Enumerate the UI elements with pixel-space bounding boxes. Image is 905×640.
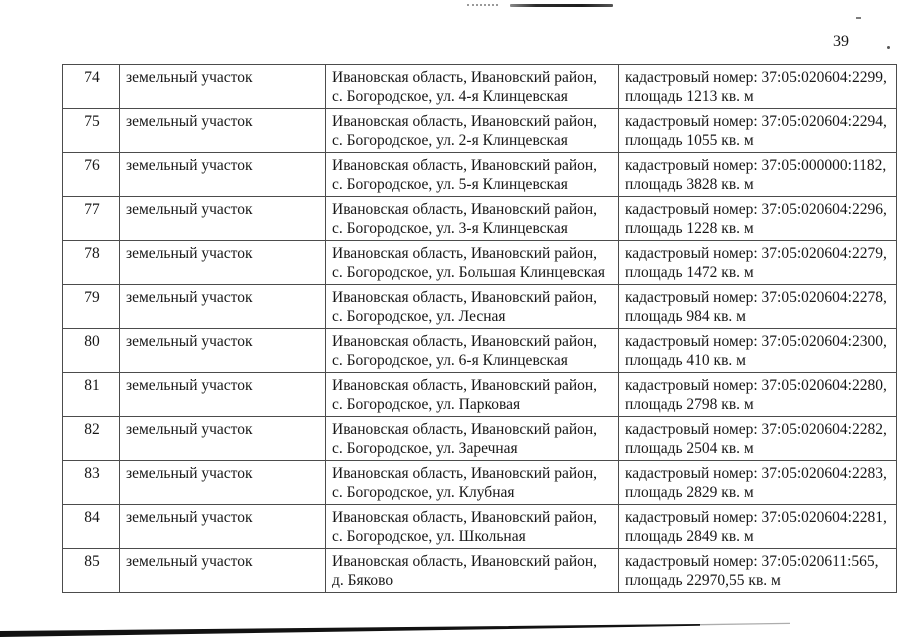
cadastral-cell-text: площадь 1228 кв. м [625,220,754,237]
location-cell-text: с. Богородское, ул. Заречная [332,440,518,457]
cadastral-cell-text: площадь 410 кв. м [625,352,746,369]
row-number-cell-text: 85 [84,553,100,570]
cadastral-cell-text: кадастровый номер: 37:05:020604:2283, [625,465,887,482]
scan-speck [856,17,861,19]
object-type-cell-text: земельный участок [126,113,253,130]
cadastral-cell-text: площадь 2504 кв. м [625,440,754,457]
cadastral-cell-text: кадастровый номер: 37:05:020604:2296, [625,201,887,218]
object-type-cell-text: земельный участок [126,553,253,570]
location-cell [326,241,619,285]
cadastral-cell [619,241,897,285]
row-number-cell [63,153,120,197]
cadastral-cell [619,329,897,373]
table-row [63,329,897,373]
table-row [63,109,897,153]
location-cell-text: Ивановская область, Ивановский район, [332,333,598,350]
location-cell [326,197,619,241]
cadastral-cell-text: кадастровый номер: 37:05:020604:2278, [625,289,887,306]
row-number-cell [63,285,120,329]
cadastral-cell [619,461,897,505]
location-cell [326,505,619,549]
location-cell [326,329,619,373]
cadastral-cell-text: кадастровый номер: 37:05:020604:2279, [625,245,887,262]
table-row [63,153,897,197]
row-number-cell-text: 74 [84,69,100,86]
object-type-cell [120,109,326,153]
scan-artifact-dashes [467,4,498,6]
object-type-cell-text: земельный участок [126,509,253,526]
cadastral-cell-text: кадастровый номер: 37:05:020604:2281, [625,509,887,526]
object-type-cell [120,549,326,593]
cadastral-cell-text: кадастровый номер: 37:05:020604:2294, [625,113,887,130]
object-type-cell [120,461,326,505]
table-row [63,241,897,285]
row-number-cell-text: 76 [84,157,100,174]
cadastral-cell [619,549,897,593]
cadastral-cell-text: площадь 984 кв. м [625,308,746,325]
cadastral-cell-text: площадь 1213 кв. м [625,88,754,105]
row-number-cell-text: 77 [84,201,100,218]
cadastral-cell [619,153,897,197]
location-cell-text: Ивановская область, Ивановский район, [332,245,598,262]
object-type-cell [120,153,326,197]
scan-artifact-line [510,4,613,7]
cadastral-cell-text: площадь 2798 кв. м [625,396,754,413]
location-cell [326,417,619,461]
object-type-cell-text: земельный участок [126,157,253,174]
table-row [63,549,897,593]
cadastral-cell [619,197,897,241]
cadastral-cell [619,65,897,109]
row-number-cell [63,505,120,549]
row-number-cell-text: 81 [84,377,100,394]
table-row [63,417,897,461]
location-cell-text: Ивановская область, Ивановский район, [332,201,598,218]
location-cell [326,109,619,153]
location-cell-text: с. Богородское, ул. Лесная [332,308,506,325]
cadastral-cell [619,109,897,153]
table-row [63,505,897,549]
location-cell-text: с. Богородское, ул. 6-я Клинцевская [332,352,568,369]
location-cell [326,285,619,329]
object-type-cell [120,373,326,417]
table-body [63,65,897,593]
location-cell-text: Ивановская область, Ивановский район, [332,289,598,306]
page-number: 39 [833,33,849,50]
row-number-cell [63,109,120,153]
location-cell-text: Ивановская область, Ивановский район, [332,157,598,174]
row-number-cell-text: 79 [84,289,100,306]
land-plots-table [62,64,897,593]
row-number-cell [63,461,120,505]
location-cell-text: с. Богородское, ул. Школьная [332,528,526,545]
table-row [63,285,897,329]
location-cell-text: с. Богородское, ул. Клубная [332,484,515,501]
table-row [63,373,897,417]
cadastral-cell [619,373,897,417]
row-number-cell [63,329,120,373]
cadastral-cell-text: кадастровый номер: 37:05:020604:2280, [625,377,887,394]
location-cell-text: д. Бяково [332,572,394,589]
row-number-cell-text: 78 [84,245,100,262]
scan-edge-artifact [0,610,905,640]
row-number-cell-text: 82 [84,421,100,438]
cadastral-cell-text: площадь 22970,55 кв. м [625,572,781,589]
location-cell-text: Ивановская область, Ивановский район, [332,465,598,482]
cadastral-cell-text: кадастровый номер: 37:05:020604:2282, [625,421,887,438]
cadastral-cell-text: площадь 2829 кв. м [625,484,754,501]
object-type-cell [120,285,326,329]
table-row [63,65,897,109]
row-number-cell-text: 83 [84,465,100,482]
cadastral-cell [619,417,897,461]
cadastral-cell-text: кадастровый номер: 37:05:000000:1182, [625,157,887,174]
location-cell-text: Ивановская область, Ивановский район, [332,509,598,526]
row-number-cell-text: 80 [84,333,100,350]
object-type-cell [120,417,326,461]
cadastral-cell-text: кадастровый номер: 37:05:020604:2299, [625,69,887,86]
object-type-cell-text: земельный участок [126,289,253,306]
row-number-cell [63,549,120,593]
object-type-cell [120,329,326,373]
location-cell [326,373,619,417]
location-cell-text: Ивановская область, Ивановский район, [332,69,598,86]
cadastral-cell-text: кадастровый номер: 37:05:020611:565, [625,553,879,570]
row-number-cell [63,197,120,241]
location-cell-text: Ивановская область, Ивановский район, [332,377,598,394]
cadastral-cell-text: кадастровый номер: 37:05:020604:2300, [625,333,887,350]
location-cell-text: Ивановская область, Ивановский район, [332,421,598,438]
row-number-cell [63,417,120,461]
location-cell [326,65,619,109]
cadastral-cell-text: площадь 1055 кв. м [625,132,754,149]
location-cell-text: с. Богородское, ул. 4-я Клинцевская [332,88,568,105]
location-cell-text: Ивановская область, Ивановский район, [332,113,598,130]
object-type-cell [120,65,326,109]
object-type-cell-text: земельный участок [126,245,253,262]
object-type-cell-text: земельный участок [126,333,253,350]
scan-speck [887,46,890,49]
location-cell-text: с. Богородское, ул. 5-я Клинцевская [332,176,568,193]
table-row [63,197,897,241]
row-number-cell-text: 75 [84,113,100,130]
location-cell [326,461,619,505]
location-cell [326,549,619,593]
location-cell-text: с. Богородское, ул. Парковая [332,396,521,413]
location-cell-text: с. Богородское, ул. Большая Клинцевская [332,264,606,281]
object-type-cell-text: земельный участок [126,421,253,438]
cadastral-cell-text: площадь 1472 кв. м [625,264,754,281]
row-number-cell [63,373,120,417]
object-type-cell [120,241,326,285]
cadastral-cell [619,505,897,549]
row-number-cell [63,65,120,109]
location-cell-text: с. Богородское, ул. 2-я Клинцевская [332,132,568,149]
object-type-cell [120,197,326,241]
location-cell-text: Ивановская область, Ивановский район, [332,553,598,570]
object-type-cell-text: земельный участок [126,377,253,394]
object-type-cell-text: земельный участок [126,201,253,218]
table-row [63,461,897,505]
object-type-cell-text: земельный участок [126,465,253,482]
row-number-cell-text: 84 [84,509,100,526]
cadastral-cell-text: площадь 3828 кв. м [625,176,754,193]
cadastral-cell [619,285,897,329]
location-cell [326,153,619,197]
object-type-cell-text: земельный участок [126,69,253,86]
location-cell-text: с. Богородское, ул. 3-я Клинцевская [332,220,568,237]
cadastral-cell-text: площадь 2849 кв. м [625,528,754,545]
row-number-cell [63,241,120,285]
object-type-cell [120,505,326,549]
